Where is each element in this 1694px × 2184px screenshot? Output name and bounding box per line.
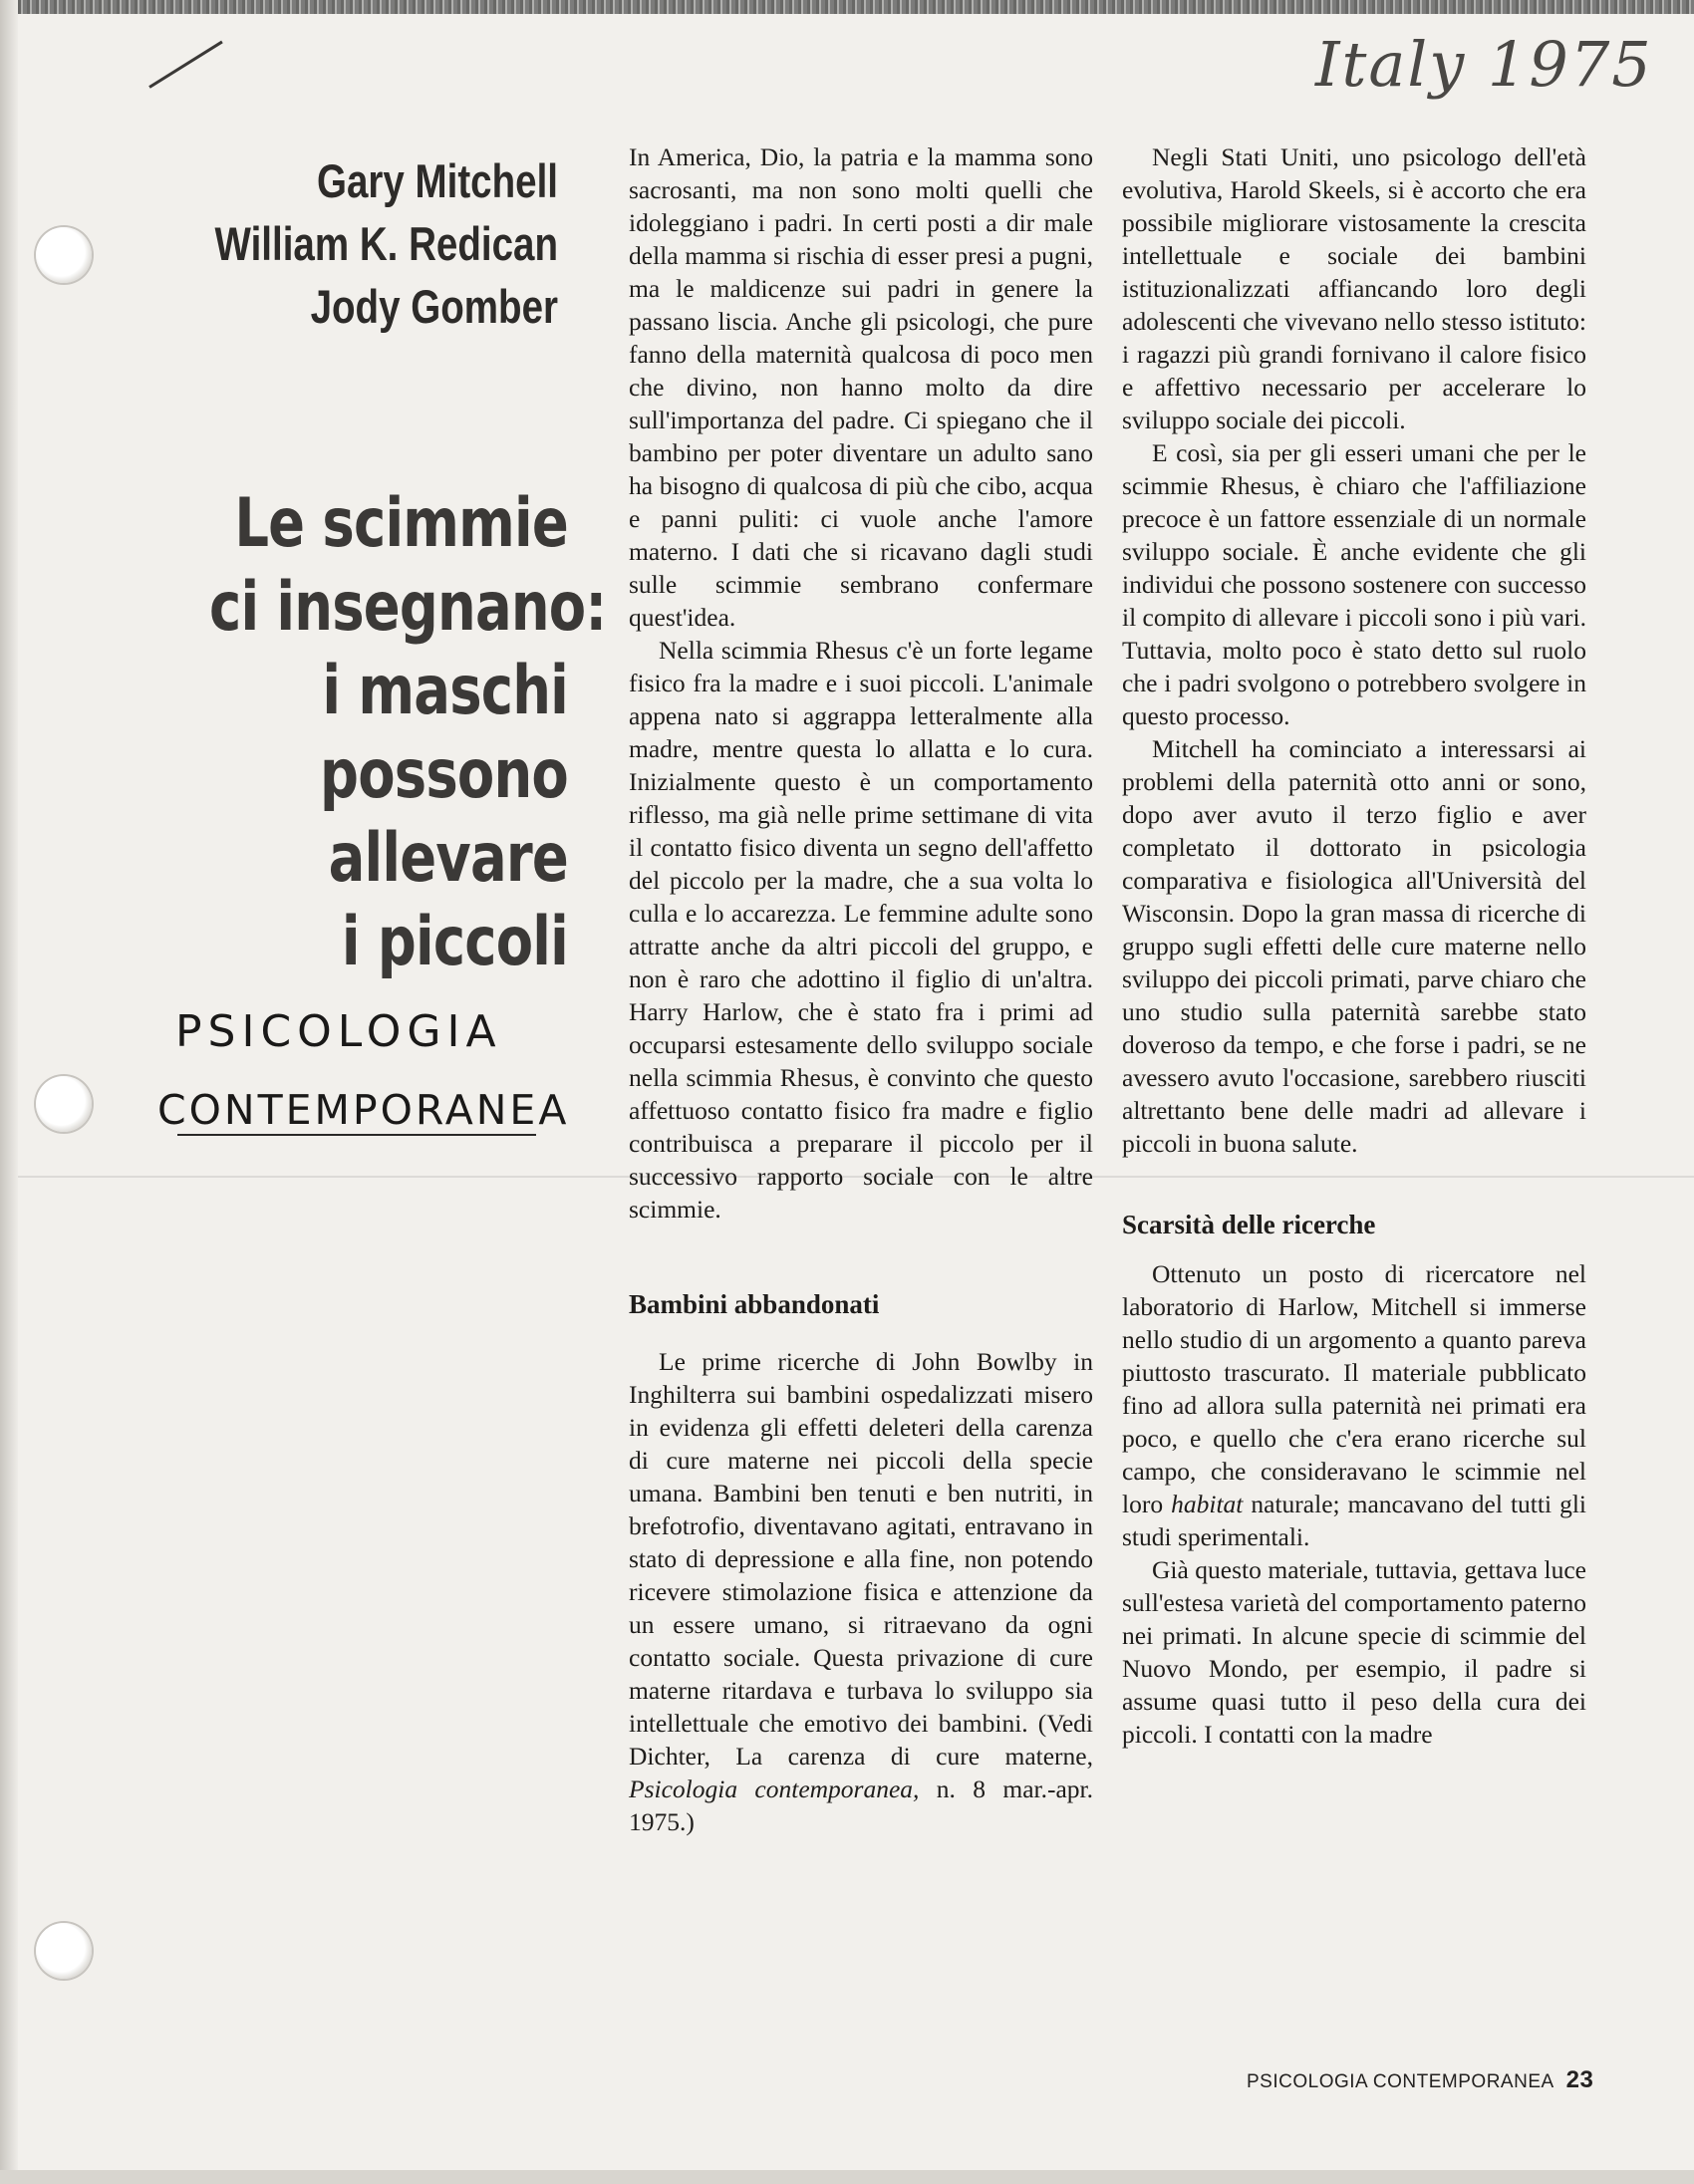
article-headline bbox=[209, 482, 607, 984]
author-name: Gary Mitchell bbox=[316, 154, 558, 207]
body-paragraph: In America, Dio, la patria e la mamma sono sacrosanti, ma non sono molti quelli che idoleggiano i padri. In certi posti a dir male della mamma si rischia di esser presi a pugni, ma le maldicenze sui padri in genere la passano liscia. Anche gli psicologi, che pure fanno della maternità qualcosa di poco men che divino, non hanno molto da dire sull'importanza del padre. Ci spiegano che il bambino per poter diventare un adulto sano ha bisogno di qualcosa di più che cibo, acqua e panni puliti: ci vuole anche l'amore materno. I dati che si ricavano dagli studi sulle scimmie sembrano confermare quest'idea. bbox=[629, 142, 1093, 632]
article-column-1 bbox=[629, 140, 1093, 1838]
author-name: William K. Redican bbox=[214, 217, 558, 270]
binder-hole-bottom bbox=[36, 1923, 92, 1979]
headline-line: i maschi bbox=[322, 652, 568, 730]
headline-line: Le scimmie bbox=[234, 484, 568, 563]
scan-left-edge bbox=[0, 0, 18, 2184]
body-paragraph: Già questo materiale, tuttavia, gettava luce sull'estesa varietà del comportamento paterno nei primati. In alcune specie di scimmie del Nuovo Mondo, per esempio, il padre si assume quasi tutto il peso della cura dei piccoli. I contatti con la madre bbox=[1122, 1555, 1586, 1749]
section-subheading: Scarsità delle ricerche bbox=[1122, 1210, 1376, 1239]
binder-hole-top bbox=[36, 227, 92, 283]
author-name: Jody Gomber bbox=[310, 280, 558, 333]
section-subheading: Bambini abbandonati bbox=[629, 1289, 880, 1319]
body-paragraph: Mitchell ha cominciato a interessarsi ai problemi della paternità otto anni or sono, dopo aver avuto il terzo figlio e aver completato il dottorato in psicologia comparativa e fisiologica all'Università del Wisconsin. Dopo la gran massa di ricerche di gruppo sugli effetti delle cure materne nello sviluppo dei piccoli primati, parve chiaro che uno studio sulla paternità sarebbe stato doveroso da tempo, e che forse i padri, se ne avessero avuto l'occasione, sarebbero riusciti altrettanto bene delle madri ad allevare i piccoli in buona salute. bbox=[1122, 734, 1586, 1158]
handwritten-underline bbox=[177, 1134, 536, 1136]
handwritten-journal-note-line2: CONTEMPORANEA bbox=[157, 1086, 570, 1134]
article-column-2 bbox=[1122, 140, 1586, 1751]
citation-journal: Psicologia contemporanea, bbox=[629, 1774, 920, 1803]
headline-line: allevare bbox=[328, 819, 568, 898]
body-paragraph bbox=[1122, 1257, 1586, 1553]
scan-top-edge bbox=[0, 0, 1694, 14]
body-paragraph bbox=[629, 1345, 1093, 1838]
author-list bbox=[206, 149, 558, 338]
handwritten-year-note: Italy 1975 bbox=[1315, 28, 1653, 101]
scan-bottom-edge bbox=[0, 2170, 1694, 2184]
page-number: 23 bbox=[1565, 2066, 1594, 2093]
body-paragraph: E così, sia per gli esseri umani che per le scimmie Rhesus, è chiaro che l'affiliazione precoce è un fattore essenziale di un normale sviluppo sociale. È anche evidente che gli individui che possono sostenere con successo il compito di allevare i piccoli sono i più vari. Tuttavia, molto poco è stato detto sul ruolo che i padri svolgono o potrebbero svolgere in questo processo. bbox=[1122, 438, 1586, 730]
body-text: Le prime ricerche di John Bowlby in Inghilterra sui bambini ospedalizzati misero in evidenza gli effetti deleteri della carenza di cure materne nei piccoli della specie umana. Bambini ben tenuti e ben nutriti, in brefotrofio, diventavano agitati, entravano in stato di depressione e alla fine, non potendo ricevere stimolazione fisica e attenzione da un essere umano, si ritraevano da ogni contatto sociale. Questa privazione di cure materne ritardava e turbava lo sviluppo sia intellettuale che emotivo dei bambini. (Vedi Dichter, La carenza di cure materne, bbox=[629, 1347, 1093, 1771]
headline-line: i piccoli bbox=[341, 903, 568, 981]
body-paragraph: Negli Stati Uniti, uno psicologo dell'età evolutiva, Harold Skeels, si è accorto che era possibile migliorare vistosamente la crescita intellettuale e sociale dei bambini istituzionalizzati affiancando loro degli adolescenti che vivevano nello stesso istituto: i ragazzi più grandi fornivano il calore fisico e affettivo necessario per accelerare lo sviluppo sociale dei piccoli. bbox=[1122, 142, 1586, 434]
pencil-mark bbox=[148, 41, 223, 89]
body-paragraph: Nella scimmia Rhesus c'è un forte legame fisico fra la madre e i suoi piccoli. L'animale appena nato si aggrappa letteralmente alla madre, mentre questa lo allatta e lo cura. Inizialmente questo è un comportamento riflesso, ma già nelle prime settimane di vita il contatto fisico diventa un segno dell'affetto del piccolo per la madre, che a sua volta lo culla e lo accarezza. Le femmine adulte sono attratte anche da altri piccoli del gruppo, e non è raro che adottino il figlio di un'altra. Harry Harlow, che è stato fra i primi ad occuparsi estesamente dello sviluppo sociale nella scimmia Rhesus, è convinto che questo affettuoso contatto fisico fra madre e figlio contribuisca a preparare il piccolo per il successivo rapporto sociale con le altre scimmie. bbox=[629, 636, 1093, 1224]
handwritten-journal-note-line1: PSICOLOGIA bbox=[175, 1006, 502, 1057]
page-footer bbox=[1247, 2066, 1593, 2094]
italic-term: habitat bbox=[1171, 1490, 1244, 1518]
journal-name: PSICOLOGIA CONTEMPORANEA bbox=[1247, 2071, 1554, 2092]
body-text: naturale; mancavano del tutti gli studi sperimentali. bbox=[1122, 1490, 1586, 1551]
citation-details: n. 8 mar.-apr. 1975.) bbox=[629, 1774, 1093, 1836]
headline-line: ci insegnano: bbox=[209, 568, 607, 647]
headline-line: possono bbox=[320, 735, 568, 814]
binder-hole-middle bbox=[36, 1076, 92, 1132]
body-text: Ottenuto un posto di ricercatore nel laboratorio di Harlow, Mitchell si immerse nello studio di un argomento a quanto pareva piuttosto trascurato. Il materiale pubblicato fino ad allora sulla paternità nei primati era poco, e quello che c'era erano ricerche sul campo, che consideravano le scimmie nel loro bbox=[1122, 1259, 1586, 1518]
